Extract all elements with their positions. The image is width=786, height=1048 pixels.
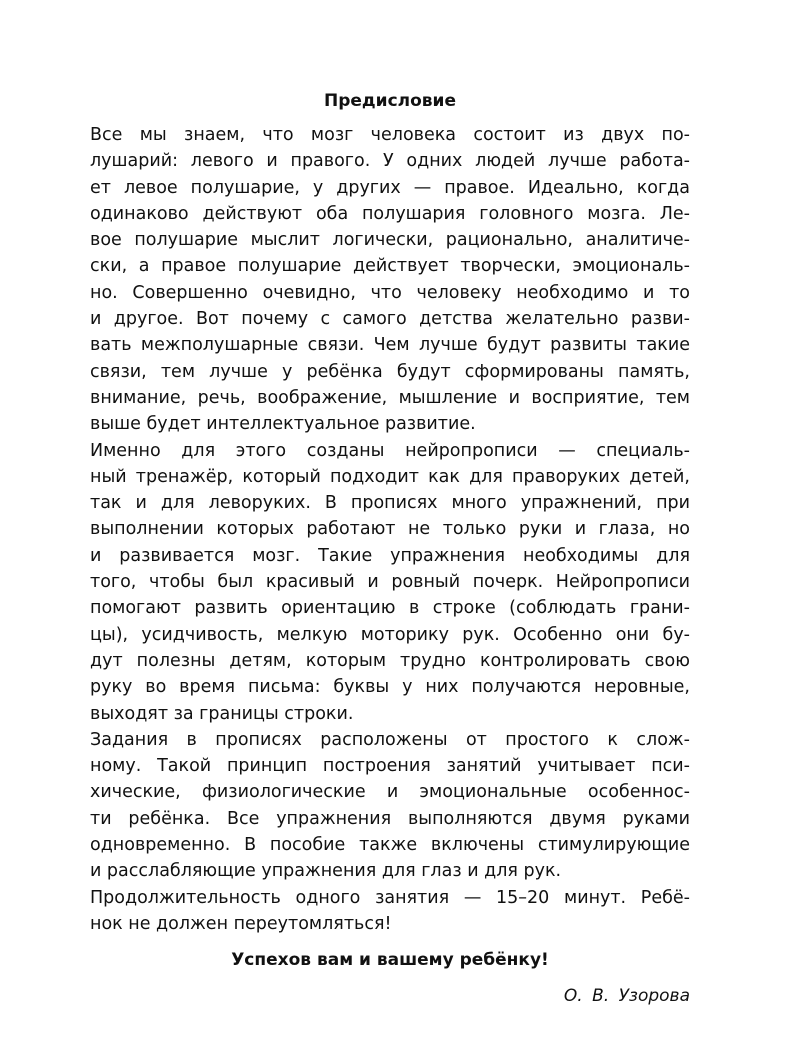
text-line: ет левое полушарие, у других — правое. Идеально, когда (90, 177, 690, 198)
text-line: ному. Такой принцип построения занятий учитывает пси- (90, 756, 690, 777)
text-line: Именно для этого созданы нейропрописи — специаль- (90, 440, 690, 461)
text-line: внимание, речь, воображение, мышление и восприятие, тем (90, 387, 690, 408)
text-line: связи, тем лучше у ребёнка будут сформированы память, (90, 361, 690, 382)
page-title: Предисловие (324, 91, 456, 111)
paragraph (90, 885, 690, 938)
text-line: лушарий: левого и правого. У одних людей лучше работа- (90, 151, 690, 172)
text-line: так и для леворуких. В прописях много упражнений, при (90, 493, 690, 514)
paragraph (90, 438, 690, 727)
text-line: Все мы знаем, что мозг человека состоит из двух по- (90, 125, 690, 145)
text-line: нок не должен переутомляться! (90, 913, 392, 934)
text-line: выходят за границы строки. (90, 703, 354, 724)
text-line: выполнении которых работают не только руки и глаза, но (90, 519, 690, 540)
text-line: ный тренажёр, который подходит как для праворуких детей, (90, 466, 690, 487)
text-line: Продолжительность одного занятия — 15–20 минут. Ребё- (90, 887, 690, 908)
text-line: цы), усидчивость, мелкую моторику рук. Особенно они бу- (90, 624, 690, 645)
text-line: но. Совершенно очевидно, что человеку необходимо и то (90, 282, 690, 303)
author-signature: О. В. Узорова (563, 986, 690, 1007)
text-line: вать межполушарные связи. Чем лучше будут развиты такие (90, 335, 690, 356)
text-line: ти ребёнка. Все упражнения выполняются двумя руками (90, 808, 690, 829)
text-line: вое полушарие мыслит логически, рационально, аналитиче- (90, 230, 690, 251)
text-line: и другое. Вот почему с самого детства желательно разви- (90, 309, 690, 330)
paragraph (90, 727, 690, 885)
paragraph (90, 122, 690, 438)
text-line: Задания в прописях расположены от простого к слож- (90, 729, 690, 750)
text-line: выше будет интеллектуальное развитие. (90, 414, 476, 435)
closing-wish: Успехов вам и вашему ребёнку! (231, 950, 549, 971)
text-line: хические, физиологические и эмоциональные особеннос- (90, 782, 690, 803)
text-line: помогают развить ориентацию в строке (соблюдать грани- (90, 598, 690, 619)
text-line: и расслабляющие упражнения для глаз и для рук. (90, 861, 562, 882)
text-line: и развивается мозг. Такие упражнения необходимы для (90, 545, 690, 566)
preface-body (90, 122, 690, 937)
text-line: того, чтобы был красивый и ровный почерк. Нейропрописи (90, 572, 690, 593)
text-line: руку во время письма: буквы у них получаются неровные, (90, 677, 690, 698)
text-line: ски, а правое полушарие действует творчески, эмоциональ- (90, 256, 690, 277)
text-line: дут полезны детям, которым трудно контролировать свою (90, 650, 690, 671)
text-line: одинаково действуют оба полушария головного мозга. Ле- (90, 203, 690, 224)
text-line: одновременно. В пособие также включены стимулирующие (90, 835, 690, 856)
preface-page (90, 86, 690, 1011)
